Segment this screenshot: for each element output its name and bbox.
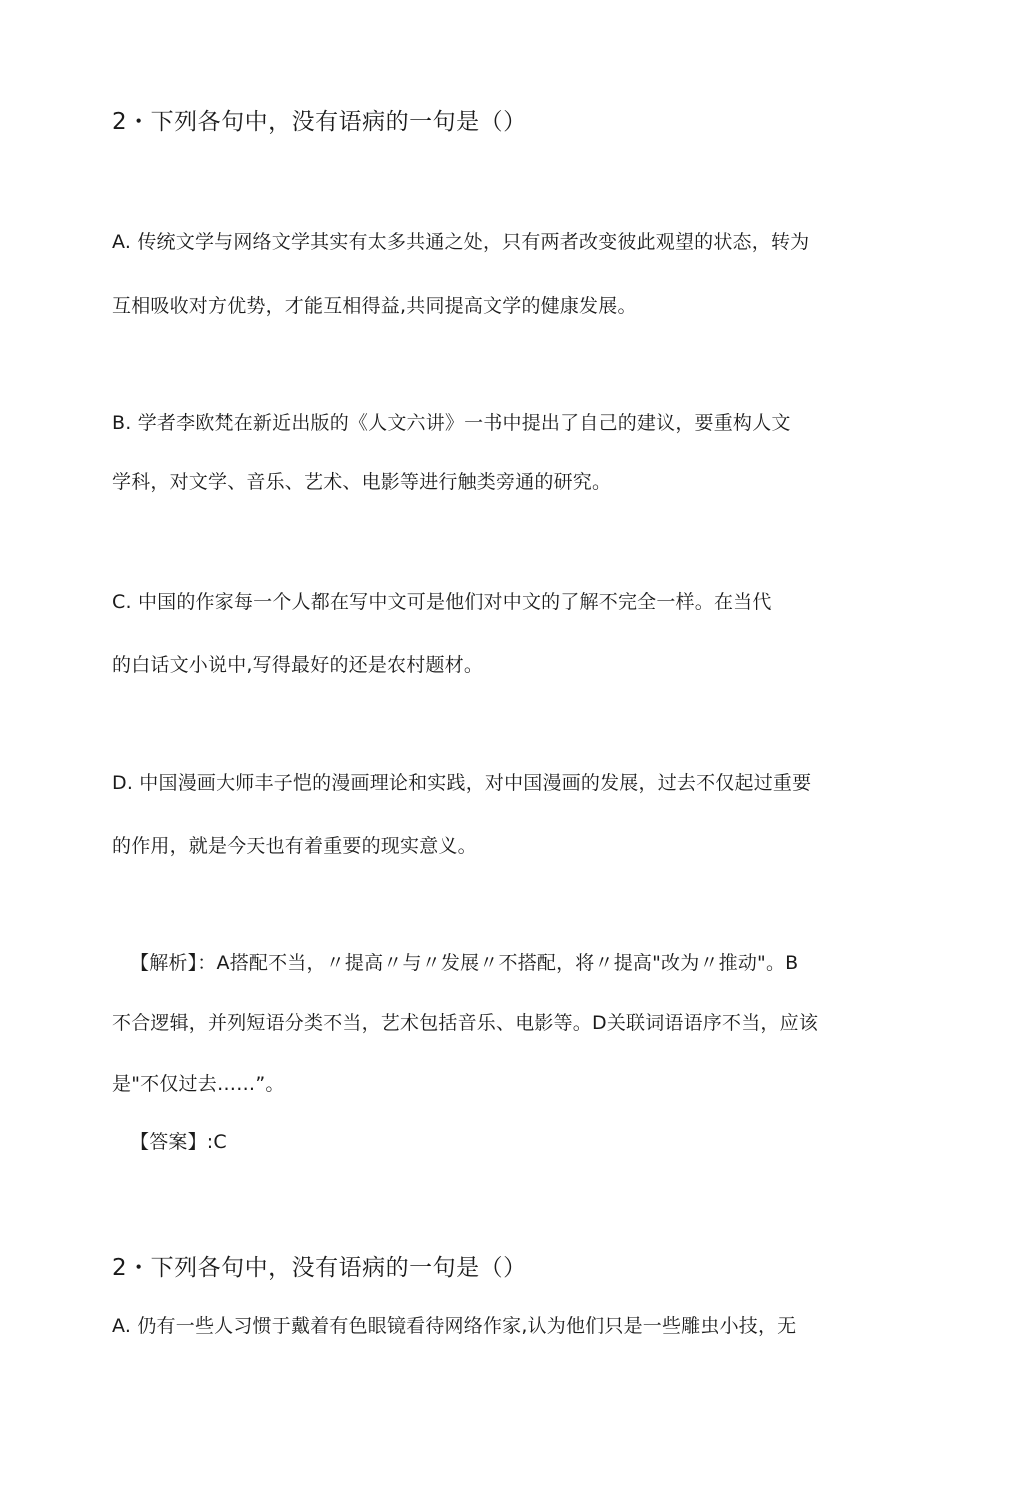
analysis-line-3: 是"不仅过去……”。 xyxy=(112,1073,285,1095)
question-1-option-d-line-1: D. 中国漫画大师丰子恺的漫画理论和实践，对中国漫画的发展，过去不仅起过重要 xyxy=(112,772,812,794)
analysis-line-2: 不合逻辑，并列短语分类不当，艺术包括音乐、电影等。D关联词语语序不当，应该 xyxy=(112,1012,819,1034)
question-1-option-b-line-1: B. 学者李欧梵在新近出版的《人文六讲》一书中提出了自己的建议，要重构人文 xyxy=(112,412,791,434)
answer: 【答案】:C xyxy=(130,1131,227,1153)
question-1-option-a-line-2: 互相吸收对方优势，才能互相得益,共同提高文学的健康发展。 xyxy=(112,295,637,317)
question-1-title: 2・下列各句中，没有语病的一句是（） xyxy=(112,109,527,135)
question-1-option-c-line-2: 的白话文小说中,写得最好的还是农村题材。 xyxy=(112,654,484,676)
question-1-option-c-line-1: C. 中国的作家每一个人都在写中文可是他们对中文的了解不完全一样。在当代 xyxy=(112,591,772,613)
question-2-title: 2・下列各句中，没有语病的一句是（） xyxy=(112,1255,527,1281)
analysis-line-1: 【解析】：A搭配不当，〃提高〃与〃发展〃不搭配，将〃提高"改为〃推动"。B xyxy=(130,952,799,974)
question-1-option-b-line-2: 学科，对文学、音乐、艺术、电影等进行触类旁通的研究。 xyxy=(112,471,612,493)
question-1-option-a-line-1: A. 传统文学与网络文学其实有太多共通之处，只有两者改变彼此观望的状态，转为 xyxy=(112,231,810,253)
question-2-option-a-line-1: A. 仍有一些人习惯于戴着有色眼镜看待网络作家,认为他们只是一些雕虫小技，无 xyxy=(112,1315,797,1337)
question-1-option-d-line-2: 的作用，就是今天也有着重要的现实意义。 xyxy=(112,835,477,857)
